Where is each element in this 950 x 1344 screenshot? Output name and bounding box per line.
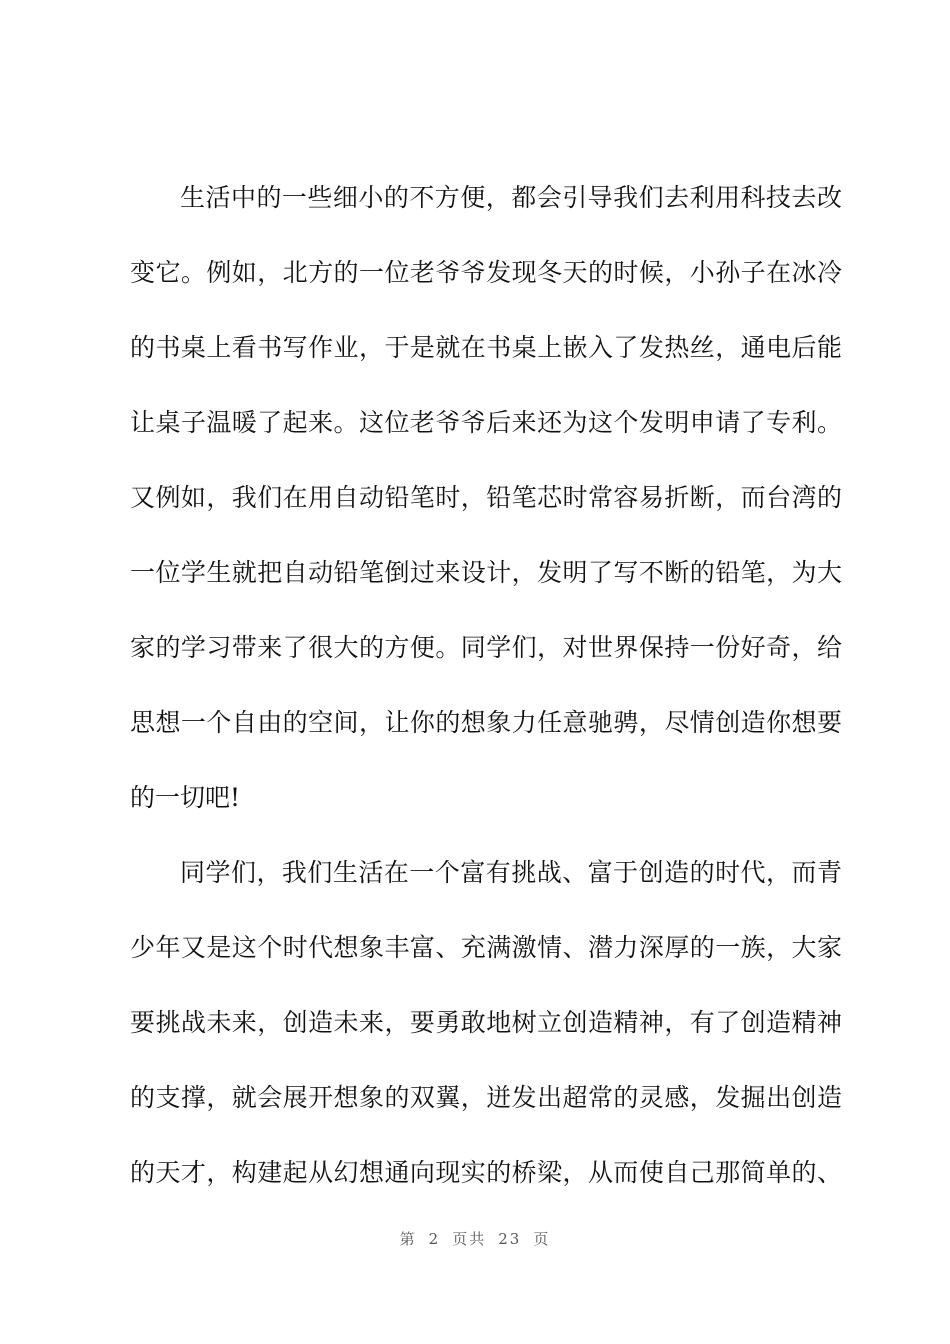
- paragraph-1-line-3: 的书桌上看书写作业，于是就在书桌上嵌入了发热丝，通电后能: [130, 333, 842, 362]
- footer-suffix: 页: [533, 1230, 551, 1248]
- footer-total-pages: 23: [498, 1230, 522, 1248]
- paragraph-1-line-1: 生活中的一些细小的不方便，都会引导我们去利用科技去改: [180, 183, 842, 212]
- footer-prefix: 第: [399, 1230, 417, 1248]
- paragraph-1-line-9: 的一切吧!: [130, 783, 241, 812]
- paragraph-2-line-3: 要挑战未来，创造未来，要勇敢地树立创造精神，有了创造精神: [130, 1008, 842, 1037]
- footer-middle: 页共: [452, 1230, 487, 1248]
- paragraph-1-line-5: 又例如，我们在用自动铅笔时，铅笔芯时常容易折断，而台湾的: [130, 483, 842, 512]
- paragraph-1-line-4: 让桌子温暖了起来。这位老爷爷后来还为这个发明申请了专利。: [130, 408, 842, 437]
- paragraph-1-line-7: 家的学习带来了很大的方便。同学们，对世界保持一份好奇，给: [130, 633, 842, 662]
- paragraph-2-line-2: 少年又是这个时代想象丰富、充满激情、潜力深厚的一族，大家: [130, 933, 842, 962]
- paragraph-2-line-4: 的支撑，就会展开想象的双翼，迸发出超常的灵感，发掘出创造: [130, 1083, 842, 1112]
- footer-page-number: 2: [428, 1230, 441, 1248]
- paragraph-1-line-6: 一位学生就把自动铅笔倒过来设计，发明了写不断的铅笔，为大: [130, 558, 842, 587]
- paragraph-2-line-1: 同学们，我们生活在一个富有挑战、富于创造的时代，而青: [180, 858, 842, 887]
- paragraph-1-line-2: 变它。例如，北方的一位老爷爷发现冬天的时候，小孙子在冰冷: [130, 258, 842, 287]
- paragraph-2-line-5: 的天才，构建起从幻想通向现实的桥梁，从而使自己那简单的、: [130, 1158, 842, 1187]
- paragraph-1-line-8: 思想一个自由的空间，让你的想象力任意驰骋，尽情创造你想要: [130, 708, 842, 737]
- page-footer: [0, 1228, 950, 1249]
